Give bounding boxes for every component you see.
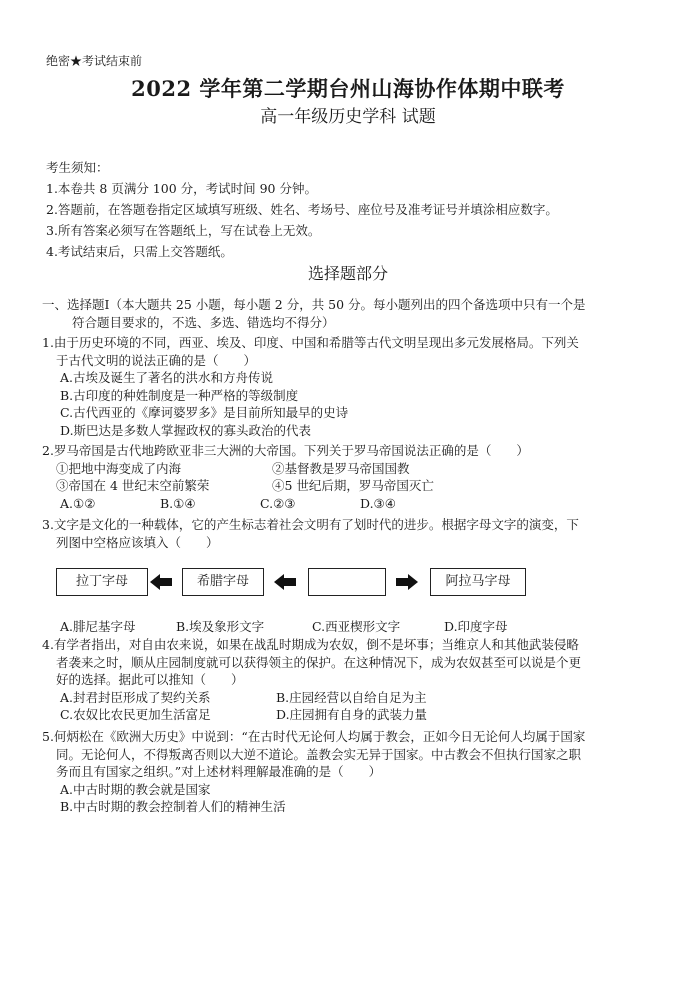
question-stem: 5.何炳松在《欧洲大历史》中说到：“在古时代无论何人均属于教会，正如今日无论何人均属于国家: [42, 729, 586, 744]
question-1: [42, 334, 657, 439]
question-stem: 者袭来之时，顺从庄园制度就可以获得领主的保护。在这种情况下，成为农奴甚至可以说是个更: [56, 654, 582, 670]
statement-row: [42, 460, 657, 478]
candidate-notice: [46, 157, 666, 262]
confidential-label: 绝密★考试结束前: [46, 54, 143, 68]
question-stem: 1.由于历史环境的不同，西亚、埃及、印度、中国和希腊等古代文明呈现出多元发展格局。下列关: [42, 335, 579, 350]
option-c: C.农奴比农民更加生活富足: [60, 707, 211, 722]
question-stem: 好的选择。据此可以推知（ ）: [56, 672, 244, 687]
option-a: A.封君封臣形成了契约关系: [60, 689, 211, 705]
option-c: C.②③: [260, 495, 296, 511]
options-row: [42, 495, 657, 513]
box-blank: [308, 568, 386, 596]
option-d: D.③④: [360, 495, 396, 511]
instruction-line: 一、选择题Ⅰ（本大题共 25 小题，每小题 2 分，共 50 分。每小题列出的四个备选项中只有一个是: [42, 297, 586, 312]
question-stem: 列图中空格应该填入（ ）: [56, 534, 219, 550]
box-latin-alphabet: 拉丁字母: [56, 568, 148, 596]
notice-item: 4.考试结束后，只需上交答题纸。: [46, 244, 233, 259]
statement-2: ②基督教是罗马帝国国教: [272, 460, 410, 476]
option-a: A.古埃及诞生了著名的洪水和方舟传说: [60, 370, 274, 385]
statement-3: ③帝国在 4 世纪末空前繁荣: [56, 478, 210, 493]
box-aramaic-alphabet: 阿拉马字母: [430, 568, 526, 596]
statement-row: [42, 477, 657, 495]
option-a: A.腓尼基字母: [60, 619, 136, 634]
option-c: C.西亚楔形文字: [312, 619, 401, 634]
section-instruction: [42, 296, 657, 331]
options-row: [42, 706, 657, 724]
question-stem: 务而且有国家之组织。”对上述材料理解最准确的是（ ）: [56, 764, 382, 779]
left-arrow-icon: [148, 572, 174, 592]
question-stem: 2.罗马帝国是古代地跨欧亚非三大洲的大帝国。下列关于罗马帝国说法正确的是（ ）: [42, 443, 529, 458]
option-b: B.庄园经营以自给自足为主: [276, 689, 427, 705]
question-3: [42, 516, 657, 551]
option-b: B.埃及象形文字: [176, 619, 265, 634]
exam-subtitle: 高一年级历史学科 试题: [260, 107, 436, 127]
box-greek-alphabet: 希腊字母: [182, 568, 264, 596]
exam-title: 2022 学年第二学期台州山海协作体期中联考: [131, 76, 565, 101]
notice-heading: 考生须知：: [46, 160, 109, 175]
option-b: B.中古时期的教会控制着人们的精神生活: [60, 799, 286, 814]
instruction-line: 符合题目要求的，不选、多选、错选均不得分）: [72, 314, 335, 330]
option-a: A.中古时期的教会就是国家: [60, 781, 211, 797]
notice-item: 3.所有答案必须写在答题纸上，写在试卷上无效。: [46, 223, 321, 238]
question-stem: 于古代文明的说法正确的是（ ）: [56, 352, 257, 368]
question-5: [42, 728, 657, 816]
notice-item: 1.本卷共 8 页满分 100 分，考试时间 90 分钟。: [46, 181, 317, 196]
option-d: D.斯巴达是多数人掌握政权的寡头政治的代表: [60, 422, 312, 438]
option-d: D.印度字母: [444, 619, 508, 634]
option-c: C.古代西亚的《摩诃婆罗多》是目前所知最早的史诗: [60, 405, 349, 420]
question-stem: 4.有学者指出，对自由农来说，如果在战乱时期成为农奴，倒不是坏事；当维京人和其他武装侵略: [42, 637, 579, 652]
options-row: [42, 689, 657, 707]
option-b: B.①④: [160, 495, 196, 511]
notice-item: 2.答题前，在答题卷指定区域填写班级、姓名、考场号、座位号及准考证号并填涂相应数字。: [46, 202, 558, 217]
question-3-options: [42, 618, 657, 636]
statement-1: ①把地中海变成了内海: [56, 460, 182, 476]
question-stem: 3.文字是文化的一种载体，它的产生标志着社会文明有了划时代的进步。根据字母文字的演变，下: [42, 517, 579, 532]
question-2: [42, 442, 657, 512]
option-b: B.古印度的种姓制度是一种严格的等级制度: [60, 387, 299, 403]
question-stem: 同。无论何人，不得叛离否则以大逆不道论。盖教会实无异于国家。中古教会不但执行国家之职: [56, 746, 582, 762]
left-arrow-icon: [272, 572, 298, 592]
alphabet-evolution-diagram: [56, 568, 536, 598]
question-4: [42, 636, 657, 724]
statement-4: ④5 世纪后期，罗马帝国灭亡: [272, 478, 434, 493]
options-row: [42, 618, 657, 636]
option-a: A.①②: [60, 495, 96, 511]
section-title: 选择题部分: [307, 264, 388, 283]
right-arrow-icon: [394, 572, 420, 592]
option-d: D.庄园拥有自身的武装力量: [276, 707, 428, 722]
